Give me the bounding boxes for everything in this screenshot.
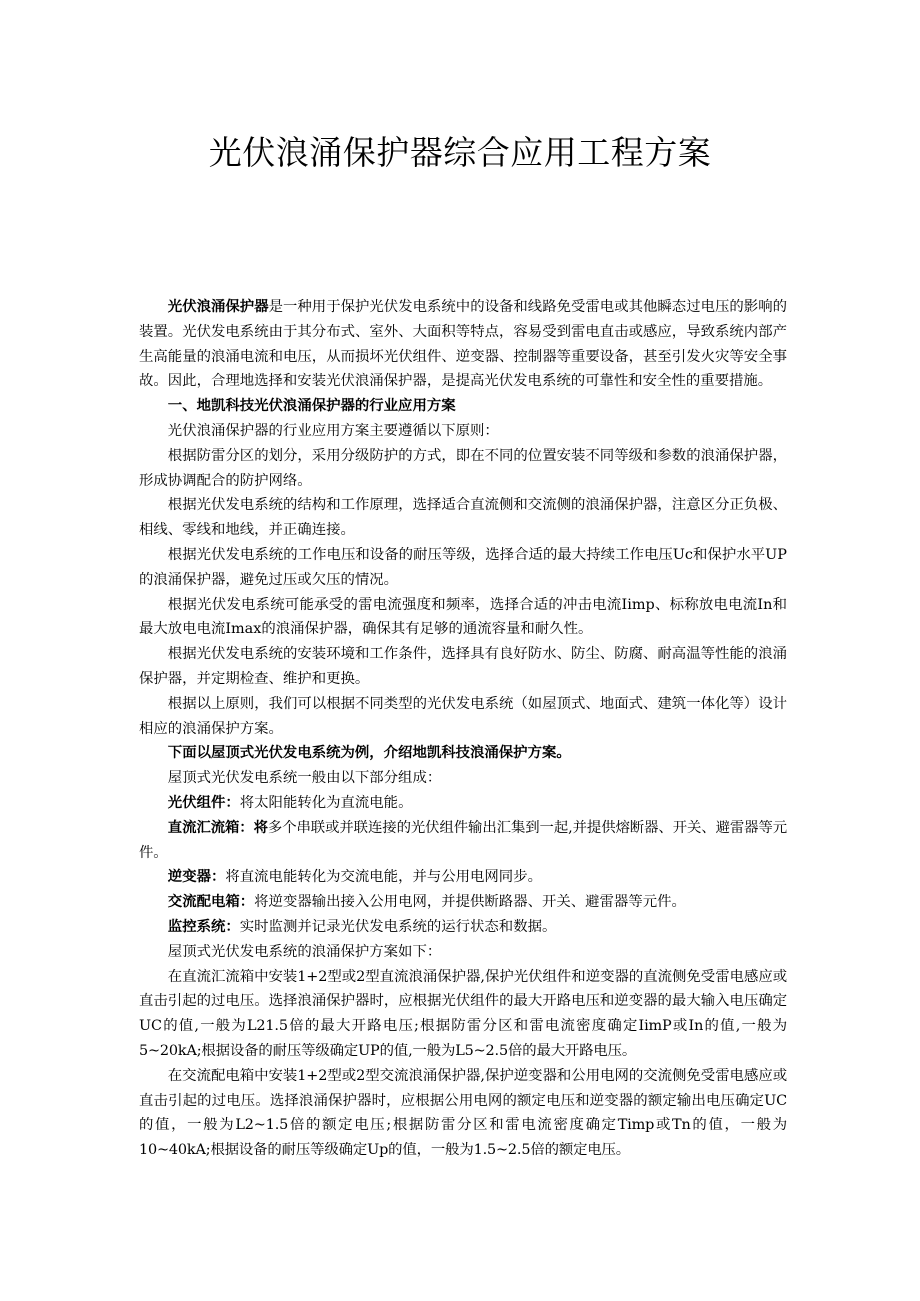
rooftop-heading: 下面以屋顶式光伏发电系统为例，介绍地凯科技浪涌保护方案。 (167, 744, 571, 762)
document-body (139, 295, 787, 1163)
component-desc: 多个串联或并联连接的光伏组件输出汇集到一起,并提供熔断器、开关、避雷器等元件。 (139, 819, 788, 861)
principle-item: 根据光伏发电系统可能承受的雷电流强度和频率，选择合适的冲击电流Iimp、标称放电电流In和最大放电电流Imax的浪涌保护器，确保其有足够的通流容量和耐久性。 (139, 596, 787, 638)
principle-summary: 根据以上原则，我们可以根据不同类型的光伏发电系统（如屋顶式、地面式、建筑一体化等）设计相应的浪涌保护方案。 (139, 695, 787, 737)
component-item (139, 816, 787, 866)
intro-paragraph (139, 295, 787, 394)
principles-intro: 光伏浪涌保护器的行业应用方案主要遵循以下原则： (167, 422, 499, 439)
intro-text: 是一种用于保护光伏发电系统中的设备和线路免受雷电或其他瞬态过电压的影响的装置。光伏发电系统由于其分布式、室外、大面积等特点，容易受到雷电直击或感应，导致系统内部产生高能量的浪涌电流和电压，从而损坏光伏组件、逆变器、控制器等重要设备，甚至引发火灾等安全事故。因此，合理地选择和安装光伏浪涌保护器，是提高光伏发电系统的可靠性和安全性的重要措施。 (139, 299, 787, 390)
component-desc: 将太阳能转化为直流电能。 (239, 794, 413, 811)
component-name: 交流配电箱： (167, 893, 255, 911)
component-desc: 将直流电能转化为交流电能，并与公用电网同步。 (225, 869, 542, 886)
component-item (139, 915, 787, 940)
components-intro: 屋顶式光伏发电系统一般由以下部分组成： (167, 770, 442, 787)
component-item (139, 791, 787, 816)
scheme-intro: 屋顶式光伏发电系统的浪涌保护方案如下： (167, 943, 442, 960)
component-name: 直流汇流箱：将 (167, 818, 268, 836)
component-item (139, 865, 787, 890)
component-item (139, 890, 787, 915)
component-name: 监控系统： (167, 917, 240, 935)
ac-scheme-paragraph: 在交流配电箱中安装1+2型或2型交流浪涌保护器,保护逆变器和公用电网的交流侧免受雷电感应或直击引起的过电压。选择浪涌保护器时，应根据公用电网的额定电压和逆变器的额定输出电压确定UC的值，一般为L2~1.5倍的额定电压;根据防雷分区和雷电流密度确定Timp或Tn的值，一般为10~40kA;根据设备的耐压等级确定Up的值，一般为1.5~2.5倍的额定电压。 (139, 1067, 787, 1159)
dc-scheme-paragraph: 在直流汇流箱中安装1+2型或2型直流浪涌保护器,保护光伏组件和逆变器的直流侧免受雷电感应或直击引起的过电压。选择浪涌保护器时，应根据光伏组件的最大开路电压和逆变器的最大输入电压确定UC的值,一般为L21.5倍的最大开路电压;根据防雷分区和雷电流密度确定IimP或In的值,一般为5~20kA;根据设备的耐压等级确定UP的值,一般为L5~2.5倍的最大开路电压。 (139, 968, 787, 1059)
intro-lead-term: 光伏浪涌保护器 (167, 298, 269, 315)
principle-item: 根据防雷分区的划分，采用分级防护的方式，即在不同的位置安装不同等级和参数的浪涌保护器，形成协调配合的防护网络。 (139, 447, 787, 489)
principle-item: 根据光伏发电系统的工作电压和设备的耐压等级，选择合适的最大持续工作电压Uc和保护水平UP的浪涌保护器，避免过压或欠压的情况。 (139, 546, 787, 588)
component-desc: 实时监测并记录光伏发电系统的运行状态和数据。 (239, 918, 557, 935)
principle-item: 根据光伏发电系统的结构和工作原理，选择适合直流侧和交流侧的浪涌保护器，注意区分正负极、相线、零线和地线，并正确连接。 (139, 497, 787, 539)
section-heading: 一、地凯科技光伏浪涌保护器的行业应用方案 (167, 397, 456, 415)
component-name: 光伏组件： (167, 793, 240, 811)
component-name: 逆变器： (167, 868, 226, 886)
document-title: 光伏浪涌保护器综合应用工程方案 (208, 133, 712, 172)
component-desc: 将逆变器输出接入公用电网，并提供断路器、开关、避雷器等元件。 (254, 894, 686, 911)
principle-item: 根据光伏发电系统的安装环境和工作条件，选择具有良好防水、防尘、防腐、耐高温等性能的浪涌保护器，并定期检查、维护和更换。 (139, 646, 787, 687)
